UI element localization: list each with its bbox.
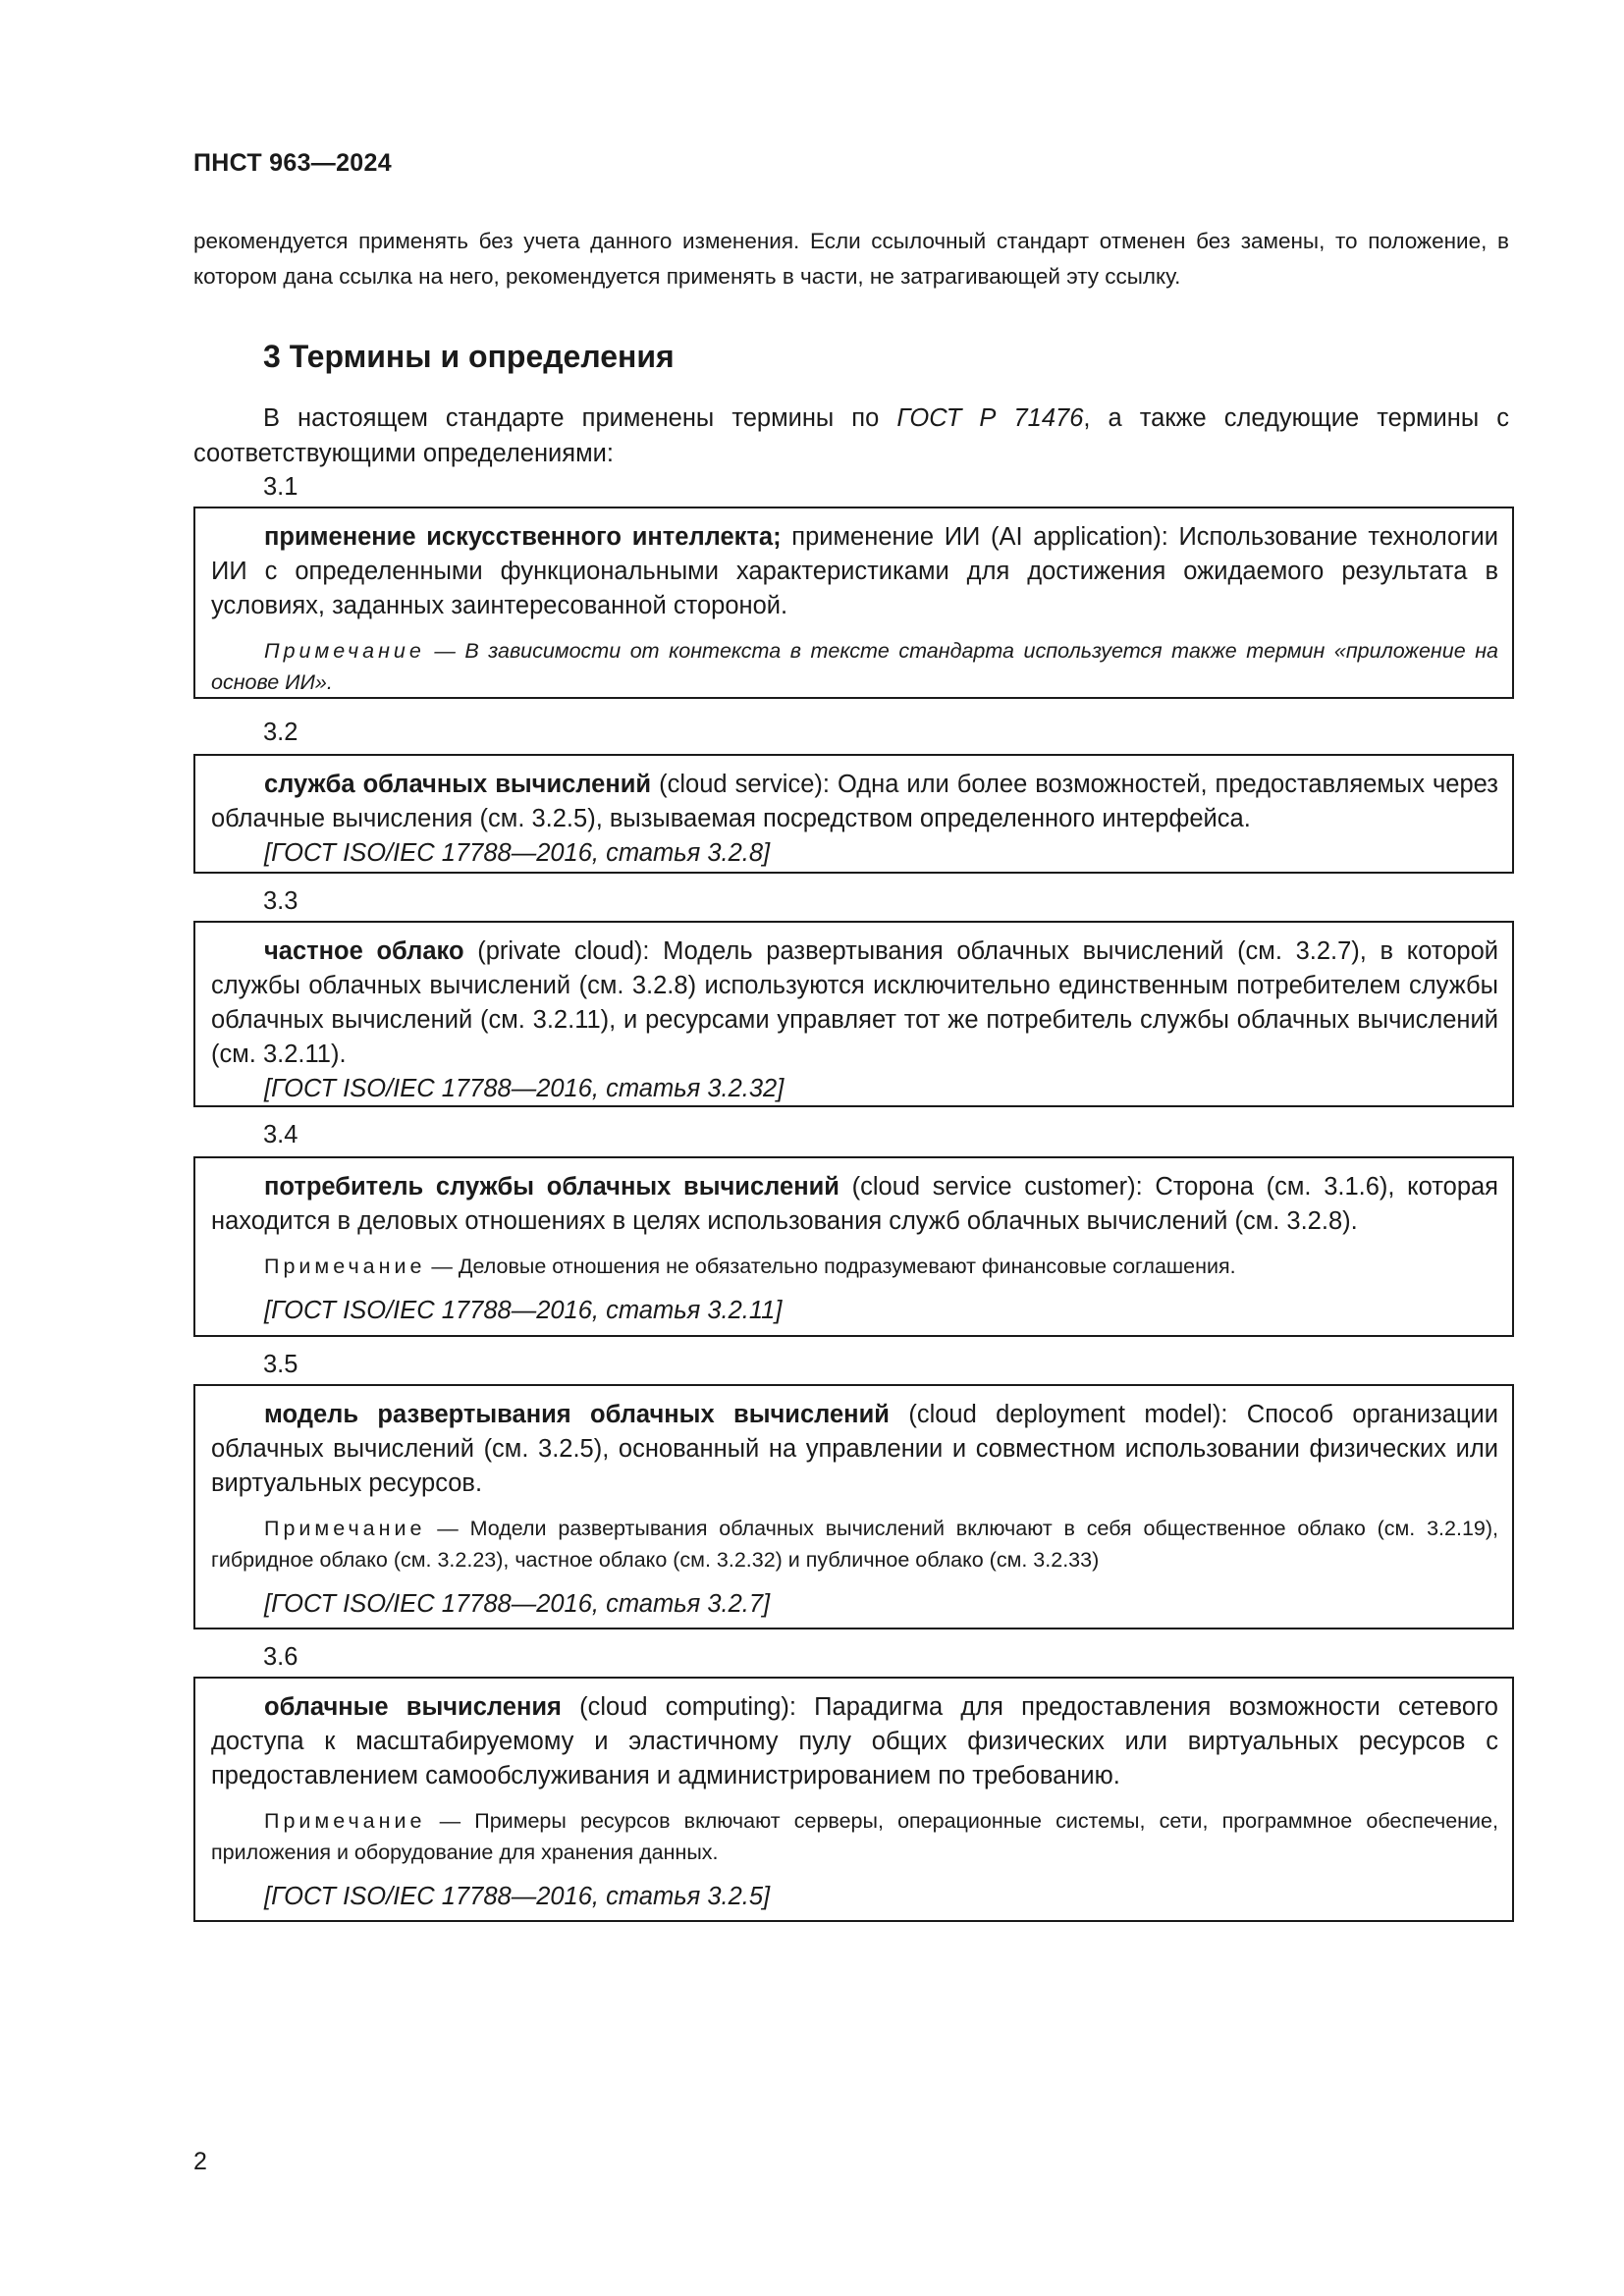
definition-text: (cloud service): Одна или более возможностей, предоставляемых через облачные вычисления (см. 3.2.5), вызываемая посредством определенного интерфейса.	[211, 771, 1498, 832]
term-note	[211, 1805, 1498, 1868]
definition-text: применение ИИ (AI application): Использование технологии ИИ с определенными функциональными характеристиками для достижения ожидаемого результата в условиях, заданных заинтересованной стороной.	[211, 523, 1498, 619]
term-number: 3.6	[263, 1643, 298, 1671]
note-text: — Примеры ресурсов включают серверы, операционные системы, сети, программное обеспечение, приложения и оборудование для хранения данных.	[211, 1809, 1498, 1864]
continuation-paragraph: рекомендуется применять без учета данного изменения. Если ссылочный стандарт отменен без замены, то положение, в котором дана ссылка на него, рекомендуется применять в части, не затрагивающей эту ссылку.	[193, 229, 1509, 289]
section-intro-after: , а также следующие термины с соответствующими определениями:	[193, 404, 1509, 467]
term-source: [ГОСТ ISO/IEC 17788—2016, статья 3.2.11]	[264, 1297, 783, 1324]
term-definition	[211, 934, 1498, 1072]
term-name: потребитель службы облачных вычислений	[264, 1173, 839, 1201]
term-source: [ГОСТ ISO/IEC 17788—2016, статья 3.2.7]	[264, 1590, 771, 1618]
term-name: частное облако	[264, 937, 464, 965]
term-box	[193, 1156, 1514, 1337]
term-note	[211, 1251, 1498, 1282]
term-source: [ГОСТ ISO/IEC 17788—2016, статья 3.2.5]	[264, 1883, 771, 1910]
document-header: ПНСТ 963—2024	[193, 149, 392, 177]
term-definition	[211, 1398, 1498, 1501]
note-label: Примечание	[264, 639, 425, 663]
term-number: 3.3	[263, 887, 298, 915]
definition-text: (cloud deployment model): Способ организации облачных вычислений (см. 3.2.5), основанный на управлении и совместном использовании физических или виртуальных ресурсов.	[211, 1401, 1498, 1497]
term-definition	[211, 1690, 1498, 1793]
term-number: 3.1	[263, 473, 298, 501]
definition-text: (private cloud): Модель развертывания облачных вычислений (см. 3.2.7), в которой службы облачных вычислений (см. 3.2.8) используются исключительно единственным потребителем службы облачных вычислений (см. 3.2.11), и ресурсами управляет тот же потребитель службы облачных вычислений (см. 3.2.11).	[211, 937, 1498, 1068]
note-text: — Деловые отношения не обязательно подразумевают финансовые соглашения.	[425, 1255, 1236, 1278]
note-text: — Модели развертывания облачных вычислений включают в себя общественное облако (см. 3.2.19), гибридное облако (см. 3.2.23), частное облако (см. 3.2.32) и публичное облако (см. 3.2.33)	[211, 1517, 1498, 1572]
note-label: Примечание	[264, 1809, 426, 1833]
page-number: 2	[193, 2148, 207, 2175]
note-label: Примечание	[264, 1517, 426, 1540]
term-box	[193, 1384, 1514, 1629]
definition-text: (cloud computing): Парадигма для предоставления возможности сетевого доступа к масштабируемому и эластичному пулу общих физических или виртуальных ресурсов с предоставлением самообслуживания и администрированием по требованию.	[211, 1693, 1498, 1789]
term-name: применение искусственного интеллекта;	[264, 523, 782, 551]
term-source: [ГОСТ ISO/IEC 17788—2016, статья 3.2.32]	[264, 1075, 785, 1102]
definition-text: (cloud service customer): Сторона (см. 3.1.6), которая находится в деловых отношениях в целях использования служб облачных вычислений (см. 3.2.8).	[211, 1173, 1498, 1235]
section-intro-before: В настоящем стандарте применены термины по	[263, 404, 897, 432]
term-definition	[211, 520, 1498, 623]
term-name: модель развертывания облачных вычислений	[264, 1401, 890, 1428]
term-box	[193, 1677, 1514, 1922]
term-note	[211, 1513, 1498, 1575]
term-number: 3.5	[263, 1351, 298, 1378]
term-source: [ГОСТ ISO/IEC 17788—2016, статья 3.2.8]	[264, 839, 771, 867]
term-box	[193, 921, 1514, 1107]
section-title: 3 Термины и определения	[263, 339, 675, 374]
section-intro	[193, 400, 1509, 471]
term-box	[193, 754, 1514, 874]
term-note	[211, 635, 1498, 698]
term-definition	[211, 768, 1498, 836]
term-name: служба облачных вычислений	[264, 771, 652, 798]
section-intro-reference: ГОСТ Р 71476	[896, 404, 1084, 432]
term-number: 3.4	[263, 1121, 298, 1148]
term-definition	[211, 1170, 1498, 1239]
term-name: облачные вычисления	[264, 1693, 562, 1721]
term-box	[193, 507, 1514, 699]
note-text: — В зависимости от контекста в тексте стандарта используется также термин «приложение на основе ИИ».	[211, 639, 1498, 694]
note-label: Примечание	[264, 1255, 426, 1278]
term-number: 3.2	[263, 719, 298, 746]
